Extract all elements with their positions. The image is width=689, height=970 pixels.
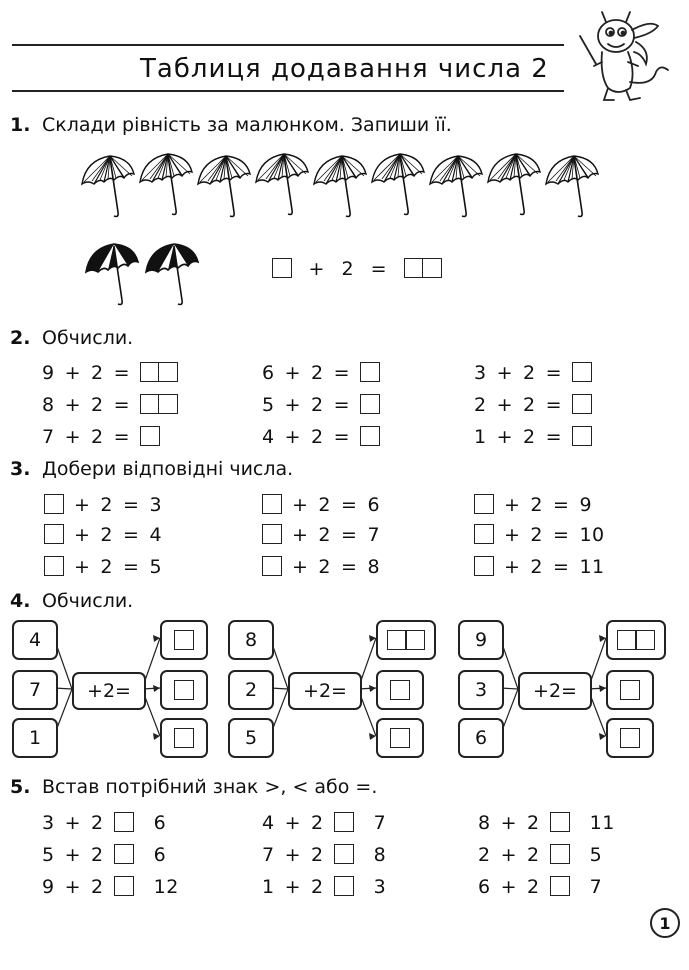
output-box bbox=[376, 718, 424, 758]
input-number-box: 9 bbox=[458, 620, 504, 660]
answer-box[interactable] bbox=[334, 876, 354, 896]
equals-sign: = bbox=[333, 362, 351, 384]
first-addend: 4 bbox=[262, 812, 275, 834]
equals-sign: = bbox=[113, 426, 131, 448]
first-addend: 2 bbox=[474, 394, 487, 416]
plus-sign: + bbox=[292, 524, 309, 546]
compared-number: 6 bbox=[153, 844, 167, 866]
equals-sign: = bbox=[123, 556, 140, 578]
addend: 2 bbox=[100, 556, 114, 578]
answer-box[interactable] bbox=[334, 812, 354, 832]
answer-box[interactable] bbox=[334, 844, 354, 864]
second-addend: 2 bbox=[91, 362, 104, 384]
task1-number: 1. bbox=[10, 114, 31, 136]
operator-box: +2= bbox=[288, 672, 362, 710]
plus-sign: + bbox=[496, 362, 514, 384]
plus-sign: + bbox=[74, 556, 91, 578]
second-addend: 2 bbox=[527, 876, 540, 898]
equals-sign: = bbox=[545, 362, 563, 384]
task5-comparison bbox=[478, 876, 602, 898]
first-addend: 9 bbox=[42, 876, 55, 898]
addend: 2 bbox=[318, 556, 332, 578]
equals-sign: = bbox=[333, 394, 351, 416]
task1-instruction: Склади рівність за малюнком. Запиши її. bbox=[42, 114, 452, 136]
plus-sign: + bbox=[504, 556, 521, 578]
task5-number: 5. bbox=[10, 776, 31, 798]
equals-sign: = bbox=[341, 524, 358, 546]
addend: 2 bbox=[100, 524, 114, 546]
answer-box[interactable] bbox=[114, 876, 134, 896]
task2-number: 2. bbox=[10, 327, 31, 349]
answer-box[interactable] bbox=[550, 844, 570, 864]
equals-sign: = bbox=[553, 524, 570, 546]
addend: 2 bbox=[100, 494, 114, 516]
equals-sign: = bbox=[553, 556, 570, 578]
input-number-box: 5 bbox=[228, 718, 274, 758]
equals-sign: = bbox=[370, 258, 388, 280]
equals-sign: = bbox=[113, 362, 131, 384]
answer-box[interactable] bbox=[174, 680, 194, 700]
plus-sign: + bbox=[74, 524, 91, 546]
task5-comparison bbox=[478, 844, 602, 866]
equals-sign: = bbox=[113, 394, 131, 416]
plus-sign: + bbox=[64, 426, 82, 448]
compared-number: 8 bbox=[373, 844, 387, 866]
second-addend: 2 bbox=[311, 876, 324, 898]
plus-sign: + bbox=[284, 844, 302, 866]
sum: 8 bbox=[367, 556, 381, 578]
compared-number: 5 bbox=[589, 844, 603, 866]
second-addend: 2 bbox=[91, 876, 104, 898]
plus-sign: + bbox=[74, 494, 91, 516]
plus-sign: + bbox=[496, 426, 514, 448]
answer-box[interactable] bbox=[390, 728, 410, 748]
plus-sign: + bbox=[284, 362, 302, 384]
plus-sign: + bbox=[284, 812, 302, 834]
first-addend: 1 bbox=[474, 426, 487, 448]
plus-sign: + bbox=[500, 812, 518, 834]
answer-box[interactable] bbox=[114, 844, 134, 864]
task4-number: 4. bbox=[10, 590, 31, 612]
task5-comparison bbox=[42, 844, 166, 866]
output-box bbox=[160, 718, 208, 758]
second-addend: 2 bbox=[91, 812, 104, 834]
task5-instruction: Встав потрібний знак >, < або =. bbox=[42, 776, 378, 798]
equals-sign: = bbox=[123, 494, 140, 516]
compared-number: 3 bbox=[373, 876, 387, 898]
answer-box[interactable] bbox=[617, 630, 637, 650]
operator-box: +2= bbox=[518, 672, 592, 710]
page-title: Таблиця додавання числа 2 bbox=[140, 54, 549, 84]
plus-sign: + bbox=[292, 494, 309, 516]
output-box bbox=[376, 620, 436, 660]
plus-sign: + bbox=[64, 876, 82, 898]
sum: 11 bbox=[579, 556, 605, 578]
first-addend: 6 bbox=[478, 876, 491, 898]
second-addend: 2 bbox=[527, 812, 540, 834]
plus-sign: + bbox=[284, 394, 302, 416]
sum: 7 bbox=[367, 524, 381, 546]
answer-box[interactable] bbox=[174, 728, 194, 748]
output-box bbox=[376, 670, 424, 710]
plus-sign: + bbox=[496, 394, 514, 416]
task4-instruction: Обчисли. bbox=[42, 590, 134, 612]
task2-instruction: Обчисли. bbox=[42, 327, 134, 349]
first-addend: 3 bbox=[474, 362, 487, 384]
plus-sign: + bbox=[64, 844, 82, 866]
addend: 2 bbox=[318, 494, 332, 516]
output-box bbox=[160, 670, 208, 710]
sum: 6 bbox=[367, 494, 381, 516]
first-addend: 5 bbox=[42, 844, 55, 866]
output-box bbox=[606, 718, 654, 758]
first-addend: 6 bbox=[262, 362, 275, 384]
sum: 10 bbox=[579, 524, 605, 546]
first-addend: 8 bbox=[478, 812, 491, 834]
first-addend: 7 bbox=[42, 426, 55, 448]
input-number-box: 6 bbox=[458, 718, 504, 758]
sum: 9 bbox=[579, 494, 593, 516]
task5-comparison bbox=[262, 876, 386, 898]
equals-sign: = bbox=[123, 524, 140, 546]
task5-comparison bbox=[478, 812, 615, 834]
first-addend: 1 bbox=[262, 876, 275, 898]
equals-sign: = bbox=[333, 426, 351, 448]
second-addend: 2 bbox=[311, 394, 324, 416]
second-addend: 2 bbox=[523, 394, 536, 416]
equals-sign: = bbox=[545, 394, 563, 416]
equals-sign: = bbox=[553, 494, 570, 516]
second-addend: 2 bbox=[523, 362, 536, 384]
addend: 2 bbox=[318, 524, 332, 546]
addend: 2 bbox=[341, 258, 355, 280]
input-number-box: 4 bbox=[12, 620, 58, 660]
sum: 3 bbox=[149, 494, 163, 516]
compared-number: 6 bbox=[153, 812, 167, 834]
answer-box[interactable] bbox=[550, 876, 570, 896]
output-box bbox=[606, 620, 666, 660]
compared-number: 7 bbox=[589, 876, 603, 898]
first-addend: 9 bbox=[42, 362, 55, 384]
compared-number: 11 bbox=[589, 812, 615, 834]
operator-box: +2= bbox=[72, 672, 146, 710]
first-addend: 4 bbox=[262, 426, 275, 448]
second-addend: 2 bbox=[311, 362, 324, 384]
equals-sign: = bbox=[341, 494, 358, 516]
input-number-box: 2 bbox=[228, 670, 274, 710]
second-addend: 2 bbox=[91, 426, 104, 448]
compared-number: 12 bbox=[153, 876, 179, 898]
second-addend: 2 bbox=[91, 394, 104, 416]
answer-box[interactable] bbox=[405, 630, 425, 650]
task5-comparison bbox=[262, 844, 386, 866]
second-addend: 2 bbox=[527, 844, 540, 866]
plus-sign: + bbox=[504, 494, 521, 516]
plus-sign: + bbox=[64, 362, 82, 384]
sum: 5 bbox=[149, 556, 163, 578]
second-addend: 2 bbox=[311, 812, 324, 834]
input-number-box: 1 bbox=[12, 718, 58, 758]
answer-box[interactable] bbox=[620, 728, 640, 748]
page-number: 1 bbox=[650, 908, 680, 938]
plus-sign: + bbox=[500, 876, 518, 898]
equals-sign: = bbox=[545, 426, 563, 448]
answer-box[interactable] bbox=[174, 630, 194, 650]
second-addend: 2 bbox=[311, 844, 324, 866]
first-addend: 3 bbox=[42, 812, 55, 834]
sum: 4 bbox=[149, 524, 163, 546]
task5-comparison bbox=[42, 812, 166, 834]
equals-sign: = bbox=[341, 556, 358, 578]
plus-sign: + bbox=[64, 394, 82, 416]
plus-sign: + bbox=[504, 524, 521, 546]
addend: 2 bbox=[530, 494, 544, 516]
first-addend: 7 bbox=[262, 844, 275, 866]
answer-box[interactable] bbox=[620, 680, 640, 700]
answer-box[interactable] bbox=[114, 812, 134, 832]
input-number-box: 3 bbox=[458, 670, 504, 710]
answer-box[interactable] bbox=[550, 812, 570, 832]
compared-number: 7 bbox=[373, 812, 387, 834]
plus-sign: + bbox=[284, 426, 302, 448]
second-addend: 2 bbox=[91, 844, 104, 866]
second-addend: 2 bbox=[523, 426, 536, 448]
task3-number: 3. bbox=[10, 458, 31, 480]
output-box bbox=[160, 620, 208, 660]
task5-comparison bbox=[262, 812, 386, 834]
output-box bbox=[606, 670, 654, 710]
plus-sign: + bbox=[292, 556, 309, 578]
addend: 2 bbox=[530, 524, 544, 546]
task3-instruction: Добери відповідні числа. bbox=[42, 458, 294, 480]
plus-sign: + bbox=[284, 876, 302, 898]
second-addend: 2 bbox=[311, 426, 324, 448]
task5-comparison bbox=[42, 876, 179, 898]
answer-box[interactable] bbox=[390, 680, 410, 700]
answer-box[interactable] bbox=[387, 630, 407, 650]
input-number-box: 8 bbox=[228, 620, 274, 660]
first-addend: 2 bbox=[478, 844, 491, 866]
input-number-box: 7 bbox=[12, 670, 58, 710]
plus-sign: + bbox=[308, 258, 325, 280]
addend: 2 bbox=[530, 556, 544, 578]
plus-sign: + bbox=[500, 844, 518, 866]
answer-box[interactable] bbox=[635, 630, 655, 650]
plus-sign: + bbox=[64, 812, 82, 834]
first-addend: 8 bbox=[42, 394, 55, 416]
first-addend: 5 bbox=[262, 394, 275, 416]
